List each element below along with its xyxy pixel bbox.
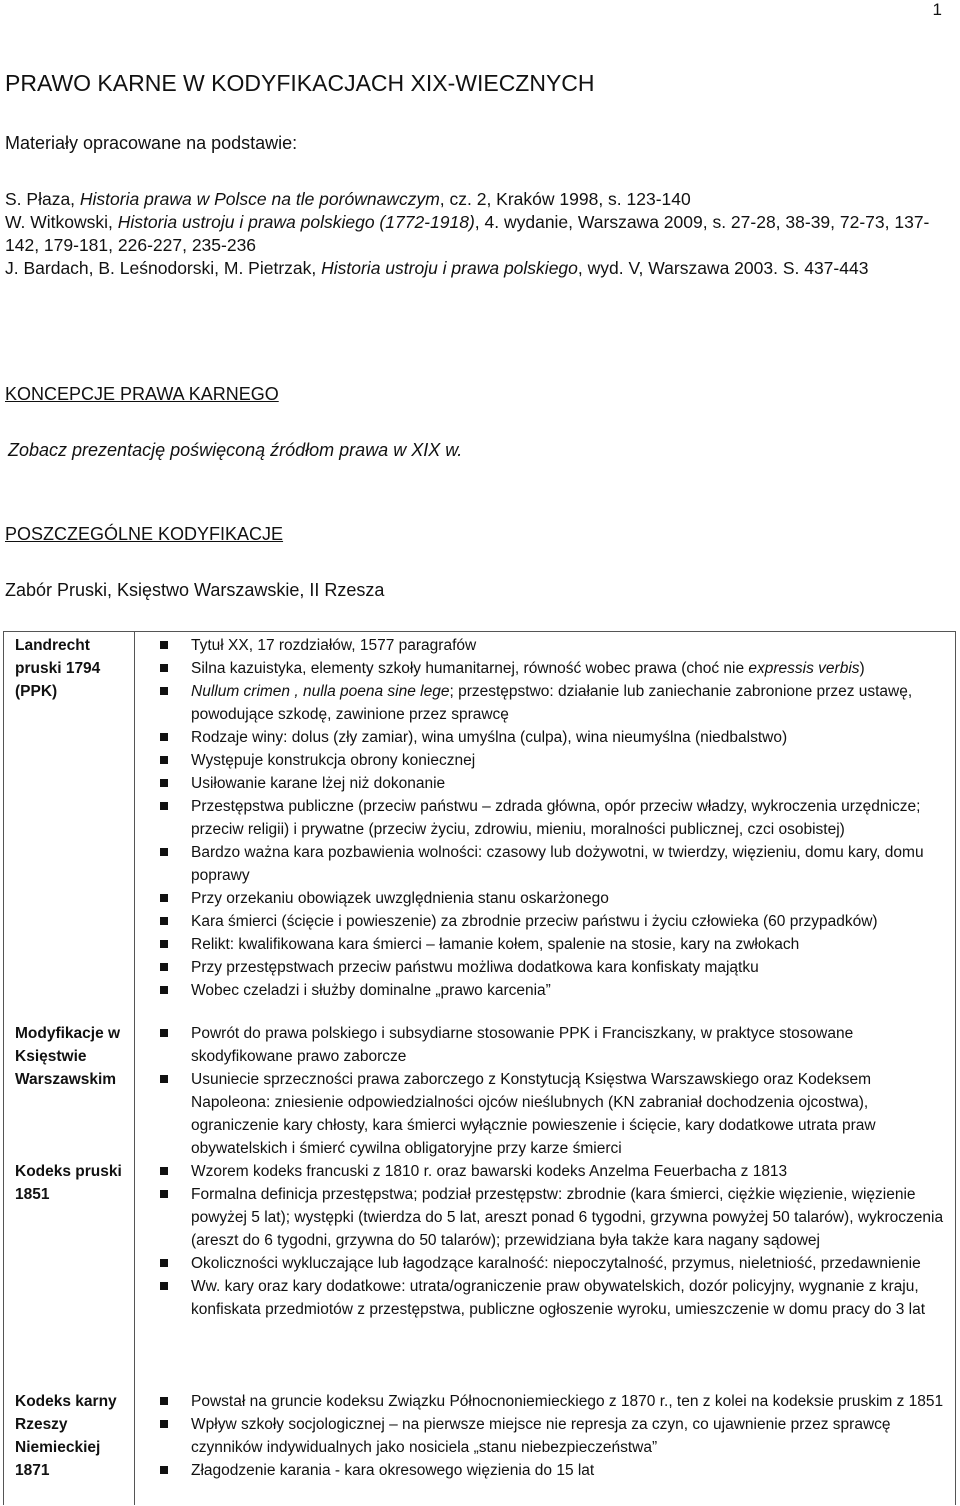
intro-text: Materiały opracowane na podstawie: [5, 133, 298, 153]
page-title: PRAWO KARNE W KODYFIKACJACH XIX-WIECZNYCH [5, 70, 595, 96]
sources-list [5, 188, 950, 280]
list-item: Wzorem kodeks francuski z 1810 r. oraz bawarski kodeks Anzelma Feuerbacha z 1813 [160, 1160, 947, 1183]
list-item: Usiłowanie karane lżej niż dokonanie [160, 772, 947, 795]
codification-names-column [4, 632, 135, 1505]
list-item: Występuje konstrukcja obrony koniecznej [160, 749, 947, 772]
code-name-ksiestwo: Modyfikacje w Księstwie Warszawskim [15, 1025, 121, 1088]
list-item: Ww. kary oraz kary dodatkowe: utrata/ograniczenie praw obywatelskich, dozór policyjny, wygnanie z kraju, konfiskata przedmiotów z przestępstwa, publiczne ogłoszenie wyroku, umieszczenie w domu pracy do 3 lat [160, 1275, 947, 1321]
codification-details-column [135, 632, 955, 1505]
presentation-link[interactable]: Zobacz prezentację poświęconą źródłom prawa w XIX w. [8, 440, 463, 460]
list-item: Złagodzenie karania - kara okresowego więzienia do 15 lat [160, 1459, 947, 1482]
list-item: Przy przestępstwach przeciw państwu możliwa dodatkowa kara konfiskaty majątku [160, 956, 947, 979]
list-item: Bardzo ważna kara pozbawienia wolności: czasowy lub dożywotni, w twierdzy, więzieniu, domu kary, domu poprawy [160, 841, 947, 887]
list-item: Tytuł XX, 17 rozdziałów, 1577 paragrafów [160, 634, 947, 657]
list-item: Usuniecie sprzeczności prawa zaborczego z Konstytucją Księstwa Warszawskiego oraz Kodeksem Napoleona: zniesienie odpowiedzialności ojców nieślubnych (KN zabraniał dochodzenia ojcostwa), ograniczenie kary chłosty, kara śmierci wyłącznie powieszenie i ścięcie, kary dodatkowe utrata praw obywatelskich i śmierć cywilna obligatoryjne przy karze śmierci [160, 1068, 947, 1160]
list-item: Kara śmierci (ścięcie i powieszenie) za zbrodnie przeciw państwu i życiu człowieka (60 przypadków) [160, 910, 947, 933]
list-item: Przy orzekaniu obowiązek uwzględnienia stanu oskarżonego [160, 887, 947, 910]
page-number: 1 [932, 0, 942, 19]
source-item: W. Witkowski, Historia ustroju i prawa polskiego (1772-1918), 4. wydanie, Warszawa 2009, s. 27-28, 38-39, 72-73, 137-142, 179-181, 226-227, 235-236 [5, 212, 930, 255]
code-features-landrecht [160, 634, 947, 1002]
code-features-kodeks-pruski [160, 1160, 947, 1321]
list-item: Nullum crimen , nulla poena sine lege; przestępstwo: działanie lub zaniechanie zabronione przez ustawę, powodujące szkodę, zawinione przez sprawcę [160, 680, 947, 726]
code-name-kodeks-pruski: Kodeks pruski 1851 [15, 1163, 122, 1203]
list-item: Okoliczności wykluczające lub łagodzące karalność: niepoczytalność, przymus, nieletniość, przedawnienie [160, 1252, 947, 1275]
list-item: Powstał na gruncie kodeksu Związku Północnoniemieckiego z 1870 r., ten z kolei na kodeksie pruskim z 1851 [160, 1390, 947, 1413]
list-item: Wpływ szkoły socjologicznej – na pierwsze miejsce nie represja za czyn, co ujawnienie przez sprawcę czynników indywidualnych jako nosiciela „stanu niebezpieczeństwa” [160, 1413, 947, 1459]
source-item: S. Płaza, Historia prawa w Polsce na tle porównawczym, cz. 2, Kraków 1998, s. 123-140 [5, 189, 691, 209]
list-item: Wobec czeladzi i służby dominalne „prawo karcenia” [160, 979, 947, 1002]
list-item: Rodzaje winy: dolus (zły zamiar), wina umyślna (culpa), wina nieumyślna (niedbalstwo) [160, 726, 947, 749]
codification-table [3, 631, 956, 1505]
list-item: Relikt: kwalifikowana kara śmierci – łamanie kołem, spalenie na stosie, kary na zwłokach [160, 933, 947, 956]
code-features-ksiestwo [160, 1022, 947, 1160]
code-name-kodeks-rzeszy: Kodeks karny Rzeszy Niemieckiej 1871 [15, 1393, 117, 1479]
list-item: Powrót do prawa polskiego i subsydiarne stosowanie PPK i Franciszkany, w praktyce stosowane skodyfikowane prawo zaborcze [160, 1022, 947, 1068]
list-item: Silna kazuistyka, elementy szkoły humanitarnej, równość wobec prawa (choć nie expressis verbis) [160, 657, 947, 680]
section-subtitle: Zabór Pruski, Księstwo Warszawskie, II Rzesza [5, 580, 385, 600]
code-name-landrecht: Landrecht pruski 1794 (PPK) [15, 637, 101, 700]
section-heading-kodyfikacje: POSZCZEGÓLNE KODYFIKACJE [5, 524, 284, 544]
list-item: Przestępstwa publiczne (przeciw państwu – zdrada główna, opór przeciw władzy, wykroczenia urzędnicze; przeciw religii) i prywatne (przeciw życiu, zdrowiu, mieniu, moralności publicznej, czci osobistej) [160, 795, 947, 841]
list-item: Formalna definicja przestępstwa; podział przestępstw: zbrodnie (kara śmierci, ciężkie więzienie, więzienie powyżej 5 lat); występki (twierdza do 5 lat, areszt ponad 6 tygodni, grzywna powyżej 50 talarów), wykroczenia (areszt do 6 tygodni, grzywna do 50 talarów); przewidziana była także kara nagany sądowej [160, 1183, 947, 1252]
source-item: J. Bardach, B. Leśnodorski, M. Pietrzak, Historia ustroju i prawa polskiego, wyd. V, Warszawa 2003. S. 437-443 [5, 258, 869, 278]
code-features-kodeks-rzeszy [160, 1390, 947, 1482]
section-heading-koncepcje: KONCEPCJE PRAWA KARNEGO [5, 384, 279, 404]
